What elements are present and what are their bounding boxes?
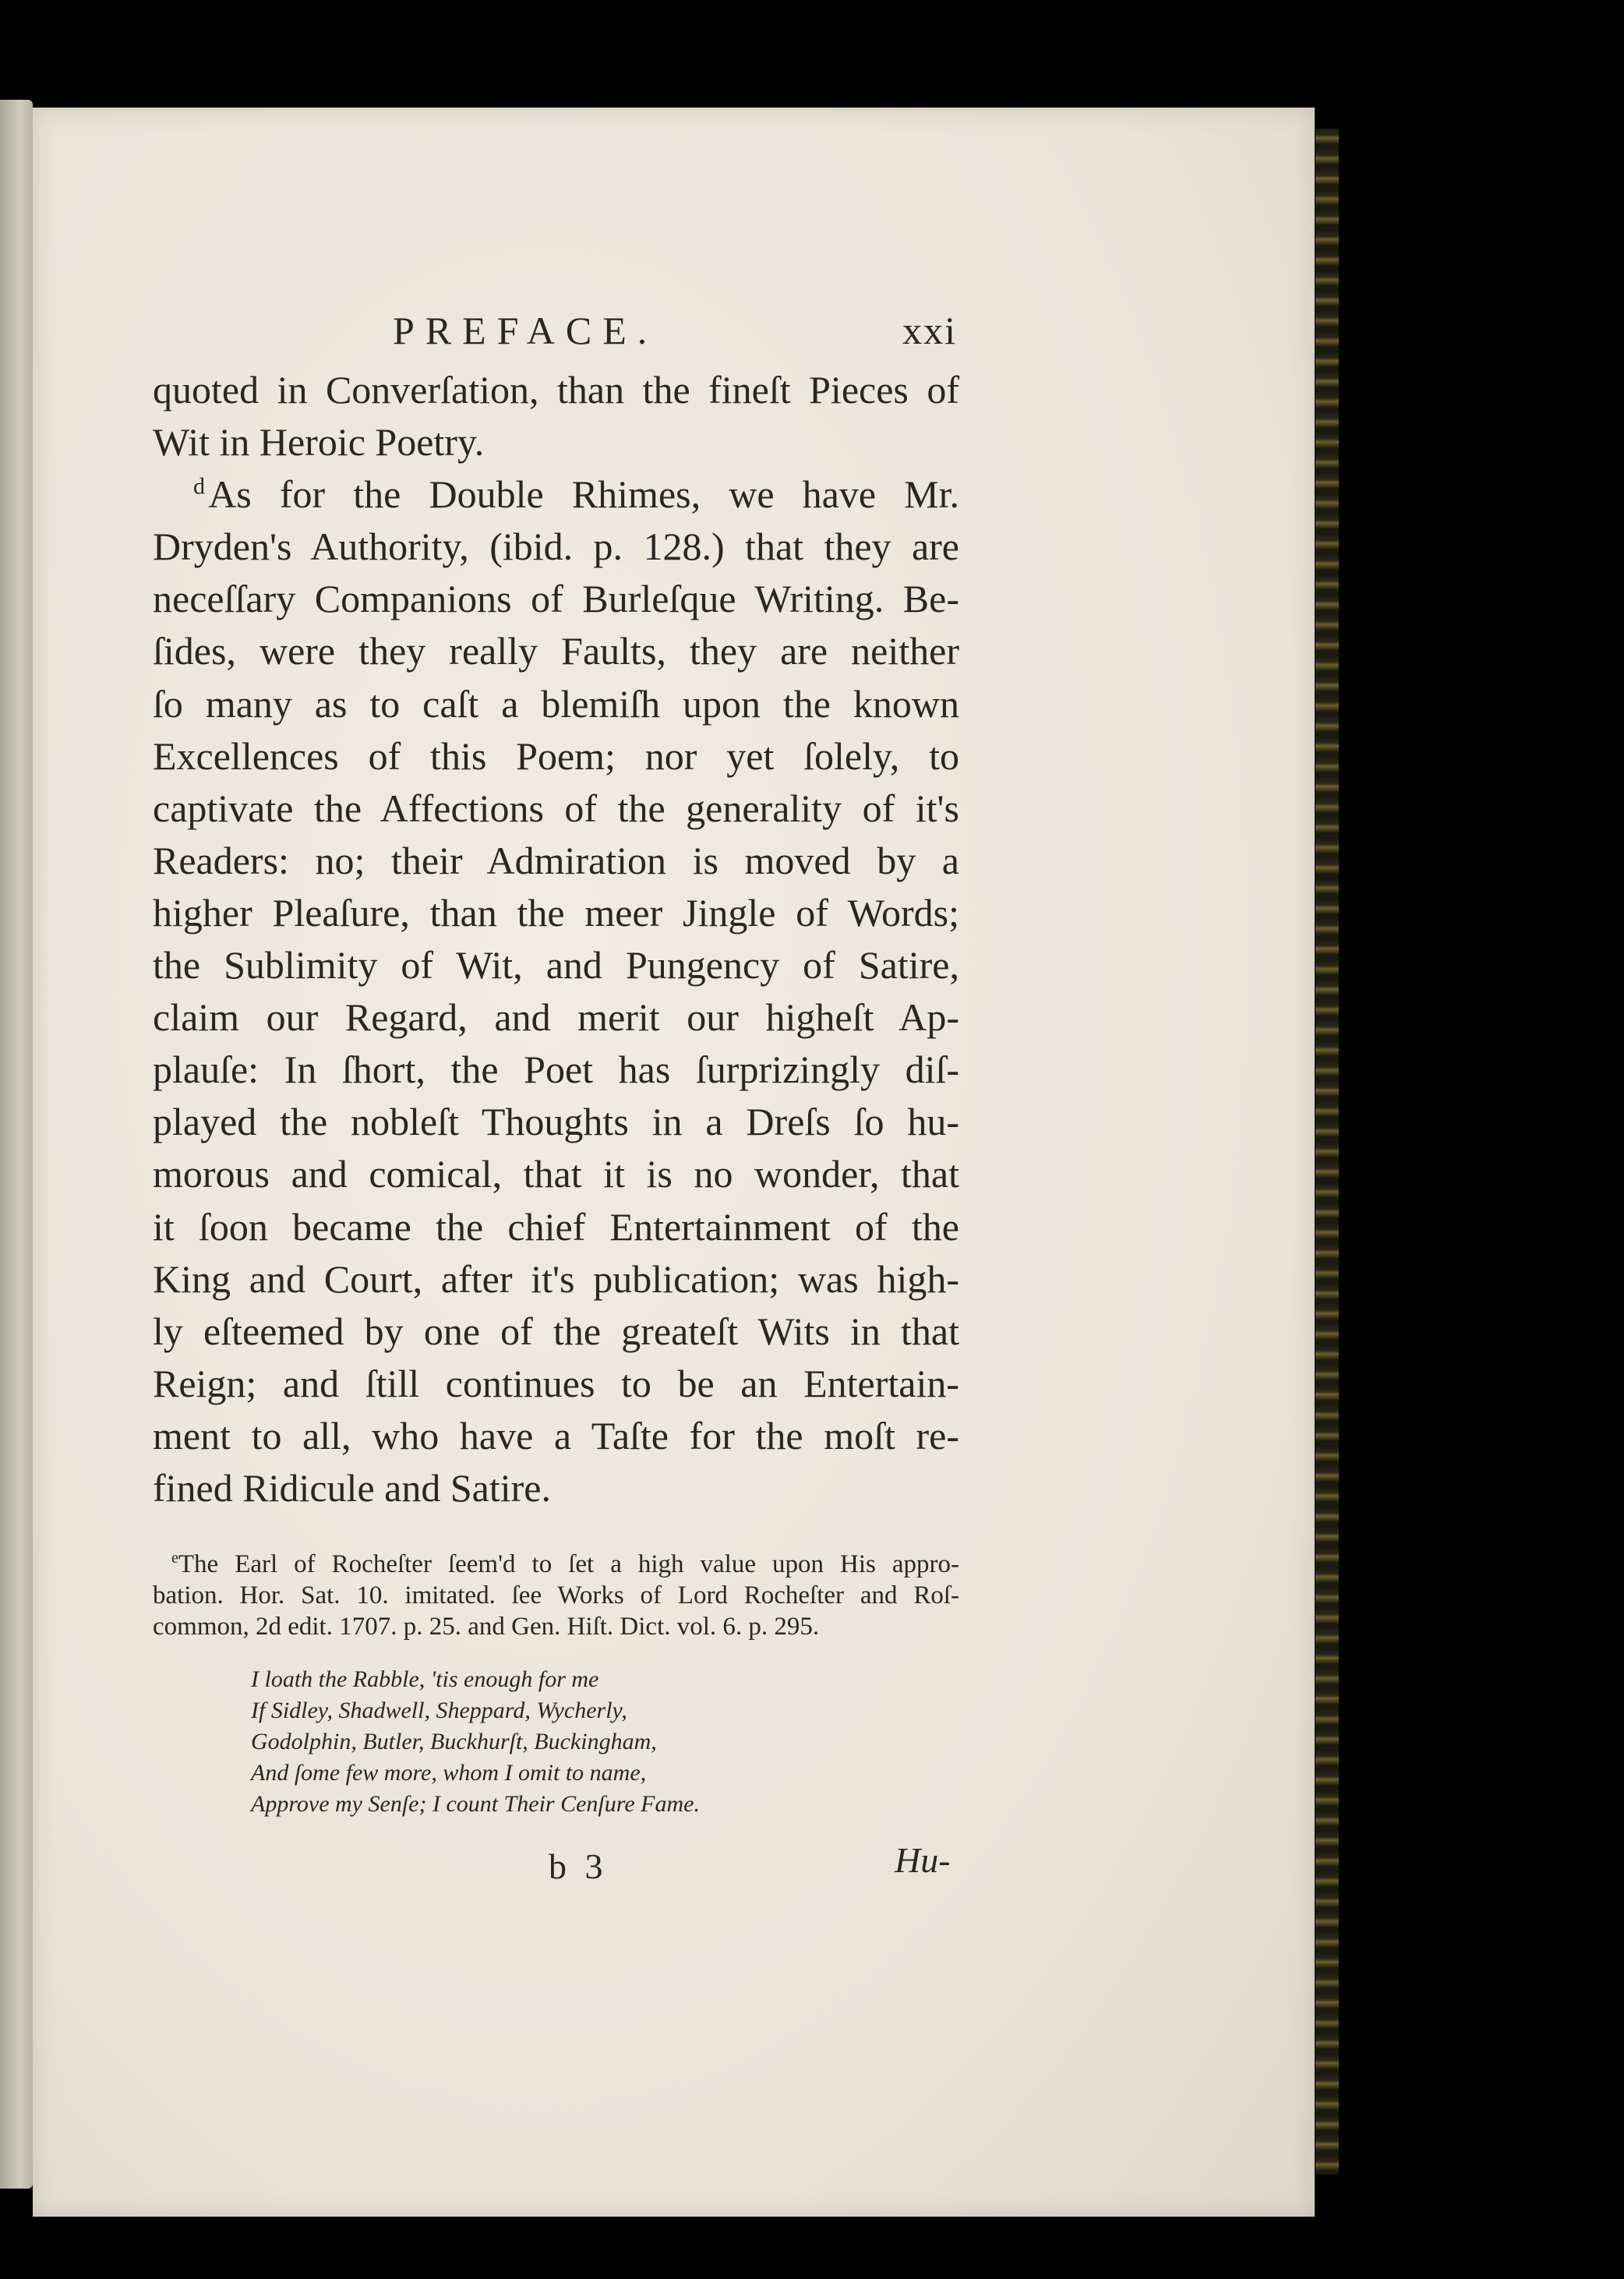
- body-text: [153, 364, 959, 1514]
- verse-line: Godolphin, Butler, Buckhurſt, Buckingham,: [251, 1729, 657, 1754]
- running-head: PREFACE.: [393, 309, 658, 352]
- book-binding-edge: [1315, 129, 1339, 2175]
- text-line: ly eſteemed by one of the greateſt Wits in that: [153, 1309, 959, 1353]
- page-number: xxi: [902, 309, 957, 352]
- text-line: Reign; and ſtill continues to be an Entertain-: [153, 1361, 959, 1405]
- text-line: King and Court, after it's publication; was high-: [153, 1256, 959, 1301]
- footnote: [153, 1549, 959, 1642]
- catchword: Hu-: [895, 1840, 951, 1880]
- text-line: As for the Double Rhimes, we have Mr.: [208, 472, 959, 517]
- left-page-edge: [0, 100, 33, 2189]
- page-header: [153, 308, 957, 362]
- footnote-line: common, 2d edit. 1707. p. 25. and Gen. Hiſt. Dict. vol. 6. p. 295.: [153, 1613, 820, 1641]
- footnote-line: bation. Hor. Sat. 10. imitated. ſee Works of Lord Rocheſter and Roſ-: [153, 1581, 959, 1609]
- text-line: Excellences of this Poem; nor yet ſolely, to: [153, 733, 959, 778]
- verse-quotation: [251, 1664, 874, 1820]
- verse-line: And ſome few more, whom I omit to name,: [251, 1760, 647, 1786]
- text-line: higher Pleaſure, than the meer Jingle of Words;: [153, 890, 959, 935]
- footnote-line: The Earl of Rocheſter ſeem'd to ſet a high value upon His appro-: [178, 1550, 959, 1578]
- text-line: ſo many as to caſt a blemiſh upon the known: [153, 681, 959, 726]
- footnote-line-with-mark: [153, 1549, 959, 1580]
- text-line: it ſoon became the chief Entertainment of the: [153, 1204, 959, 1249]
- note-mark-d: d: [193, 473, 205, 500]
- text-line-with-note: [153, 468, 959, 521]
- text-line: plauſe: In ſhort, the Poet has ſurprizingly diſ-: [153, 1048, 959, 1092]
- text-line: quoted in Converſation, than the fineſt Pieces of: [153, 368, 959, 412]
- signature-mark: b 3: [549, 1846, 608, 1886]
- text-line: neceſſary Companions of Burleſque Writing. Be-: [153, 577, 959, 621]
- text-line: the Sublimity of Wit, and Pungency of Satire,: [153, 943, 959, 988]
- text-line: Readers: no; their Admiration is moved by a: [153, 838, 959, 882]
- text-line: captivate the Affections of the generality of it's: [153, 786, 959, 830]
- verse-line: If Sidley, Shadwell, Sheppard, Wycherly,: [251, 1698, 627, 1723]
- text-line: ſides, were they really Faults, they are neither: [153, 629, 959, 673]
- verse-line: Approve my Senſe; I count Their Cenſure Fame.: [251, 1791, 700, 1817]
- text-line: ment to all, who have a Taſte for the moſt re-: [153, 1413, 959, 1458]
- text-line: played the nobleſt Thoughts in a Dreſs ſo hu-: [153, 1100, 959, 1144]
- text-line: claim our Regard, and merit our higheſt Ap-: [153, 995, 959, 1040]
- verse-line: I loath the Rabble, 'tis enough for me: [251, 1666, 599, 1692]
- text-line: morous and comical, that it is no wonder, that: [153, 1152, 959, 1196]
- text-line: Wit in Heroic Poetry.: [153, 420, 485, 465]
- text-line: Dryden's Authority, (ibid. p. 128.) that they are: [153, 525, 959, 569]
- text-line: fined Ridicule and Satire.: [153, 1465, 551, 1510]
- footnote-mark-e: e: [171, 1549, 178, 1567]
